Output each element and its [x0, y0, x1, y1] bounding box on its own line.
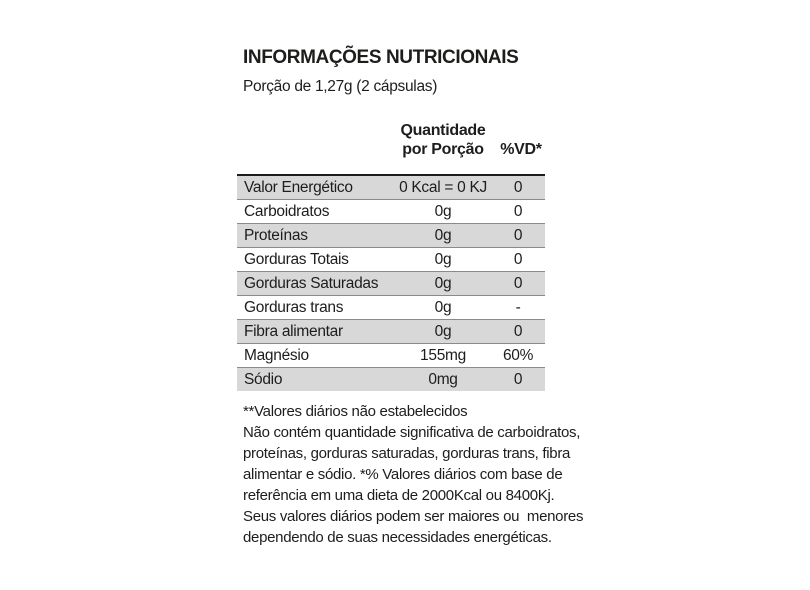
nutrient-vd: 0 [513, 275, 523, 292]
nutrient-quantity: 0 Kcal = 0 KJ [399, 179, 487, 196]
column-headers [237, 119, 545, 161]
nutrient-name: Gorduras Totais [244, 251, 349, 268]
nutrient-vd: 0 [513, 179, 523, 196]
footnote-line: referência em uma dieta de 2000Kcal ou 8400Kj. [243, 487, 555, 504]
footnote-line: dependendo de suas necessidades energéticas. [243, 529, 552, 546]
column-header-vd: %VD* [500, 141, 542, 158]
nutrient-quantity: 0g [434, 299, 452, 316]
column-header-quantity-line1: Quantidade [400, 122, 486, 139]
nutrient-quantity: 0g [434, 227, 452, 244]
nutrient-quantity: 155mg [420, 347, 466, 364]
table-row [237, 295, 545, 319]
column-header-quantity-line2: por Porção [402, 141, 484, 158]
table-row [237, 199, 545, 223]
nutrient-vd: 60% [502, 347, 534, 364]
nutrient-name: Valor Energético [244, 179, 353, 196]
nutrient-quantity: 0g [434, 251, 452, 268]
nutrient-vd: 0 [513, 227, 523, 244]
nutrient-name: Fibra alimentar [244, 323, 343, 340]
footnote-line: **Valores diários não estabelecidos [243, 403, 468, 420]
nutrient-quantity: 0mg [428, 371, 458, 388]
nutrient-name: Gorduras trans [244, 299, 344, 316]
nutrition-table [237, 174, 545, 391]
footnote-line: Seus valores diários podem ser maiores ou menores [243, 508, 584, 525]
table-row [237, 319, 545, 343]
column-header-quantity [400, 121, 485, 159]
nutrient-vd: 0 [513, 323, 523, 340]
nutrient-vd: 0 [513, 371, 523, 388]
nutrient-name: Carboidratos [244, 203, 330, 220]
table-row [237, 343, 545, 367]
nutrient-vd: - [515, 299, 521, 316]
nutrient-quantity: 0g [434, 275, 452, 292]
nutrient-vd: 0 [513, 251, 523, 268]
footnote-line: proteínas, gorduras saturadas, gorduras trans, fibra [243, 445, 571, 462]
footnote-line: alimentar e sódio. *% Valores diários com base de [243, 466, 563, 483]
label-title: INFORMAÇÕES NUTRICIONAIS [243, 47, 519, 68]
nutrient-name: Proteínas [244, 227, 308, 244]
nutrient-name: Magnésio [244, 347, 309, 364]
footnote-line: Não contém quantidade significativa de carboidratos, [243, 424, 581, 441]
nutrient-quantity: 0g [434, 323, 452, 340]
table-row [237, 247, 545, 271]
nutrient-vd: 0 [513, 203, 523, 220]
nutrient-name: Sódio [244, 371, 283, 388]
table-row [237, 367, 545, 391]
nutrient-quantity: 0g [434, 203, 452, 220]
serving-size-text: Porção de 1,27g (2 cápsulas) [243, 78, 438, 95]
table-row [237, 176, 545, 199]
table-row [237, 223, 545, 247]
footnotes [243, 401, 583, 548]
table-row [237, 271, 545, 295]
nutrient-name: Gorduras Saturadas [244, 275, 379, 292]
